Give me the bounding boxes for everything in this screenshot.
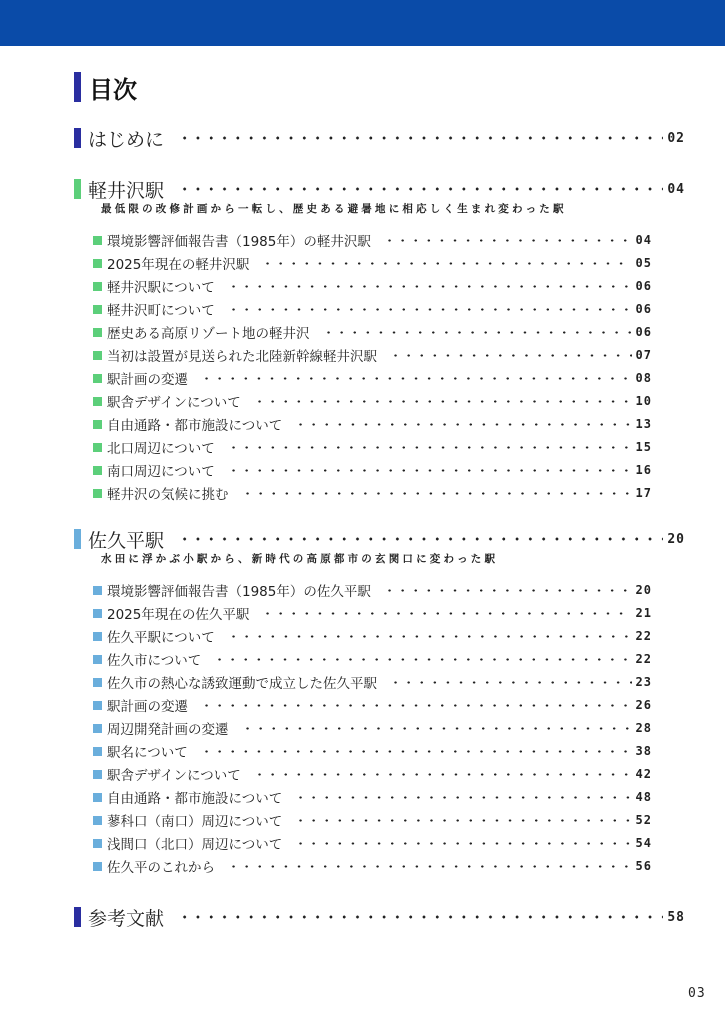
- entry-page: 17: [635, 486, 652, 500]
- entry-page: 20: [635, 583, 652, 597]
- entry-label: 環境影響評価報告書（1985年）の佐久平駅: [107, 584, 371, 600]
- toc-subentry[interactable]: [93, 438, 652, 456]
- entry-label: 駅計画の変遷: [107, 699, 188, 715]
- toc-subentry[interactable]: [93, 788, 652, 806]
- entry-label: 自由通路・都市施設について: [107, 418, 283, 434]
- toc-subentry[interactable]: [93, 392, 652, 410]
- entry-label: 歴史ある高原リゾート地の軽井沢: [107, 326, 310, 342]
- entry-label: 南口周辺について: [107, 464, 215, 480]
- toc-subentry[interactable]: [93, 696, 652, 714]
- entry-page: 07: [635, 348, 652, 362]
- entry-page: 04: [635, 233, 652, 247]
- dot-leader: [294, 795, 631, 800]
- dot-leader: [200, 376, 632, 381]
- bullet-square-icon: [93, 586, 102, 595]
- entry-page: 56: [635, 859, 652, 873]
- entry-page: 23: [635, 675, 652, 689]
- entry-label: 蓼科口（南口）周辺について: [107, 814, 283, 830]
- toc-subentry[interactable]: [93, 277, 652, 295]
- entry-page: 06: [635, 325, 652, 339]
- bullet-square-icon: [93, 397, 102, 406]
- entry-page: 38: [635, 744, 652, 758]
- dot-leader: [294, 818, 631, 823]
- toc-subentry[interactable]: [93, 719, 652, 737]
- entry-label: はじめに: [88, 128, 165, 151]
- toc-subentry[interactable]: [93, 627, 652, 645]
- toc-subentry[interactable]: [93, 415, 652, 433]
- dot-leader: [178, 186, 663, 192]
- section-subtitle: 最低限の改修計画から一転し、歴史ある避暑地に相応しく生まれ変わった駅: [101, 203, 567, 215]
- dot-leader: [294, 841, 631, 846]
- entry-page: 42: [635, 767, 652, 781]
- toc-entry-karuizawa[interactable]: [74, 178, 685, 200]
- bullet-square-icon: [93, 466, 102, 475]
- bullet-square-icon: [93, 770, 102, 779]
- dot-leader: [227, 634, 632, 639]
- dot-leader: [389, 353, 632, 358]
- entry-label: 周辺開発計画の変遷: [107, 722, 229, 738]
- entry-label: 佐久平のこれから: [107, 860, 215, 876]
- toc-subentry[interactable]: [93, 254, 652, 272]
- entry-page: 22: [635, 629, 652, 643]
- toc-subentry[interactable]: [93, 484, 652, 502]
- entry-page: 48: [635, 790, 652, 804]
- dot-leader: [241, 491, 632, 496]
- bullet-square-icon: [93, 328, 102, 337]
- bullet-square-icon: [93, 747, 102, 756]
- title-marker: [74, 72, 81, 102]
- bullet-square-icon: [93, 305, 102, 314]
- entry-page: 26: [635, 698, 652, 712]
- toc-subentry[interactable]: [93, 742, 652, 760]
- bullet-square-icon: [93, 793, 102, 802]
- entry-label: 北口周辺について: [107, 441, 215, 457]
- toc-subentry[interactable]: [93, 604, 652, 622]
- entry-label: 佐久平駅: [88, 529, 165, 552]
- dot-leader: [383, 588, 632, 593]
- page-title: [74, 72, 137, 102]
- entry-label: 当初は設置が見送られた北陸新幹線軽井沢駅: [107, 349, 377, 365]
- entry-page: 16: [635, 463, 652, 477]
- toc-entry-references[interactable]: [74, 906, 685, 928]
- toc-subentry[interactable]: [93, 811, 652, 829]
- entry-page: 13: [635, 417, 652, 431]
- toc-subentry[interactable]: [93, 346, 652, 364]
- section-subtitle: 水田に浮かぶ小駅から、新時代の高原都市の玄関口に変わった駅: [101, 553, 499, 565]
- bullet-square-icon: [93, 374, 102, 383]
- entry-page: 58: [667, 909, 685, 925]
- page-number: 03: [688, 986, 706, 1001]
- entry-label: 浅間口（北口）周辺について: [107, 837, 283, 853]
- entry-label: 軽井沢の気候に挑む: [107, 487, 229, 503]
- entry-page: 02: [667, 130, 685, 146]
- entry-label: 2025年現在の軽井沢駅: [107, 257, 250, 273]
- header-band: [0, 0, 725, 46]
- bullet-square-icon: [93, 724, 102, 733]
- dot-leader: [200, 703, 632, 708]
- section-marker: [74, 128, 81, 148]
- toc-subentry[interactable]: [93, 461, 652, 479]
- entry-page: 21: [635, 606, 652, 620]
- entry-label: 駅舎デザインについて: [107, 768, 241, 784]
- dot-leader: [241, 726, 632, 731]
- section-marker: [74, 529, 81, 549]
- dot-leader: [389, 680, 632, 685]
- dot-leader: [294, 422, 631, 427]
- entry-page: 06: [635, 302, 652, 316]
- entry-page: 08: [635, 371, 652, 385]
- dot-leader: [383, 238, 632, 243]
- bullet-square-icon: [93, 816, 102, 825]
- entry-label: 佐久市について: [107, 653, 202, 669]
- bullet-square-icon: [93, 678, 102, 687]
- dot-leader: [227, 307, 632, 312]
- toc-subentry[interactable]: [93, 673, 652, 691]
- entry-page: 10: [635, 394, 652, 408]
- entry-label: 佐久市の熱心な誘致運動で成立した佐久平駅: [107, 676, 377, 692]
- dot-leader: [178, 914, 663, 920]
- entry-page: 28: [635, 721, 652, 735]
- title-text: 目次: [89, 75, 137, 104]
- bullet-square-icon: [93, 839, 102, 848]
- toc-subentry[interactable]: [93, 834, 652, 852]
- toc-subentry[interactable]: [93, 369, 652, 387]
- dot-leader: [227, 445, 632, 450]
- entry-page: 06: [635, 279, 652, 293]
- entry-label: 駅名について: [107, 745, 188, 761]
- bullet-square-icon: [93, 701, 102, 710]
- section-marker: [74, 907, 81, 927]
- toc-subentry[interactable]: [93, 650, 652, 668]
- dot-leader: [200, 749, 632, 754]
- dot-leader: [261, 611, 631, 616]
- bullet-square-icon: [93, 282, 102, 291]
- entry-page: 05: [635, 256, 652, 270]
- entry-label: 佐久平駅について: [107, 630, 215, 646]
- entry-label: 軽井沢駅: [88, 179, 165, 202]
- entry-label: 駅計画の変遷: [107, 372, 188, 388]
- bullet-square-icon: [93, 862, 102, 871]
- entry-label: 軽井沢町について: [107, 303, 215, 319]
- dot-leader: [253, 399, 632, 404]
- dot-leader: [322, 330, 632, 335]
- bullet-square-icon: [93, 632, 102, 641]
- dot-leader: [178, 135, 663, 141]
- toc-subentry[interactable]: [93, 231, 652, 249]
- toc-subentry[interactable]: [93, 765, 652, 783]
- bullet-square-icon: [93, 609, 102, 618]
- entry-label: 軽井沢駅について: [107, 280, 215, 296]
- toc-subentry[interactable]: [93, 300, 652, 318]
- dot-leader: [227, 284, 632, 289]
- entry-page: 22: [635, 652, 652, 666]
- toc-entry-intro[interactable]: [74, 127, 685, 149]
- entry-label: 2025年現在の佐久平駅: [107, 607, 250, 623]
- toc-subentry[interactable]: [93, 857, 652, 875]
- section-marker: [74, 179, 81, 199]
- dot-leader: [227, 468, 632, 473]
- bullet-square-icon: [93, 489, 102, 498]
- entry-page: 54: [635, 836, 652, 850]
- entry-label: 参考文献: [88, 907, 165, 930]
- entry-page: 20: [667, 531, 685, 547]
- bullet-square-icon: [93, 351, 102, 360]
- toc-subentry[interactable]: [93, 581, 652, 599]
- toc-subentry[interactable]: [93, 323, 652, 341]
- bullet-square-icon: [93, 655, 102, 664]
- dot-leader: [178, 536, 663, 542]
- toc-entry-sakudaira[interactable]: [74, 528, 685, 550]
- bullet-square-icon: [93, 420, 102, 429]
- entry-page: 15: [635, 440, 652, 454]
- bullet-square-icon: [93, 236, 102, 245]
- entry-page: 04: [667, 181, 685, 197]
- dot-leader: [227, 864, 632, 869]
- dot-leader: [213, 657, 631, 662]
- entry-label: 自由通路・都市施設について: [107, 791, 283, 807]
- dot-leader: [253, 772, 632, 777]
- bullet-square-icon: [93, 443, 102, 452]
- dot-leader: [261, 261, 631, 266]
- entry-label: 駅舎デザインについて: [107, 395, 241, 411]
- bullet-square-icon: [93, 259, 102, 268]
- entry-page: 52: [635, 813, 652, 827]
- entry-label: 環境影響評価報告書（1985年）の軽井沢駅: [107, 234, 371, 250]
